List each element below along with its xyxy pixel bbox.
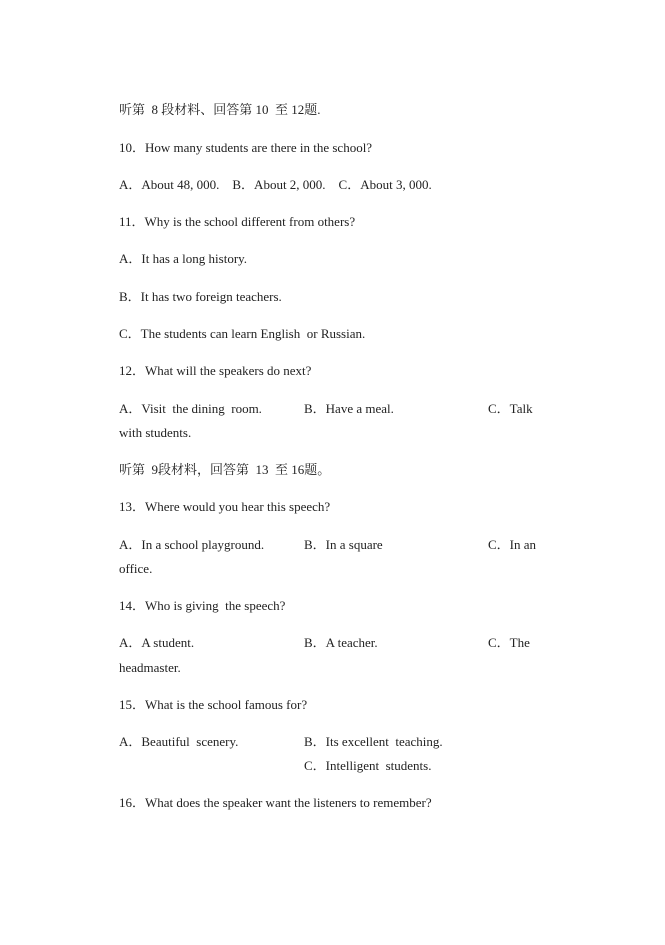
question-15-option-b: B．Its excellent teaching. bbox=[304, 734, 443, 749]
question-10-stem: 10．How many students are there in the school? bbox=[119, 140, 373, 155]
question-12-stem: 12．What will the speakers do next? bbox=[119, 363, 312, 378]
question-12-option-a: A．Visit the dining room. bbox=[119, 401, 262, 416]
question-14-stem: 14．Who is giving the speech? bbox=[119, 598, 286, 613]
question-11-option-a: A．It has a long history. bbox=[119, 251, 248, 266]
question-16-stem: 16．What does the speaker want the listeners to remember? bbox=[119, 795, 432, 810]
question-14-option-b: B．A teacher. bbox=[304, 635, 378, 650]
question-14-option-a: A．A student. bbox=[119, 635, 195, 650]
question-15-option-c: C．Intelligent students. bbox=[304, 758, 432, 773]
section-9-heading: 听第 9段材料，回答第 13 至 16题。 bbox=[119, 462, 331, 477]
question-15-option-a: A．Beautiful scenery. bbox=[119, 734, 239, 749]
question-10-options: A．About 48, 000. B．About 2, 000. C．About 3, 000. bbox=[119, 177, 432, 192]
question-14-option-c: C．The bbox=[488, 635, 530, 650]
question-13-option-b: B．In a square bbox=[304, 537, 383, 552]
question-12-option-b: B．Have a meal. bbox=[304, 401, 394, 416]
question-13-option-a: A．In a school playground. bbox=[119, 537, 265, 552]
question-13-option-c-continued: office. bbox=[119, 561, 153, 576]
question-12-option-c-continued: with students. bbox=[119, 425, 192, 440]
question-11-stem: 11．Why is the school different from others? bbox=[119, 214, 356, 229]
section-8-heading: 听第 8 段材料、回答第 10 至 12题. bbox=[119, 102, 321, 117]
question-14-option-c-continued: headmaster. bbox=[119, 660, 181, 675]
question-11-option-c: C．The students can learn English or Russian. bbox=[119, 326, 366, 341]
question-11-option-b: B．It has two foreign teachers. bbox=[119, 289, 282, 304]
question-13-stem: 13．Where would you hear this speech? bbox=[119, 499, 331, 514]
question-15-stem: 15．What is the school famous for? bbox=[119, 697, 308, 712]
question-13-option-c: C．In an bbox=[488, 537, 537, 552]
question-12-option-c: C．Talk bbox=[488, 401, 533, 416]
